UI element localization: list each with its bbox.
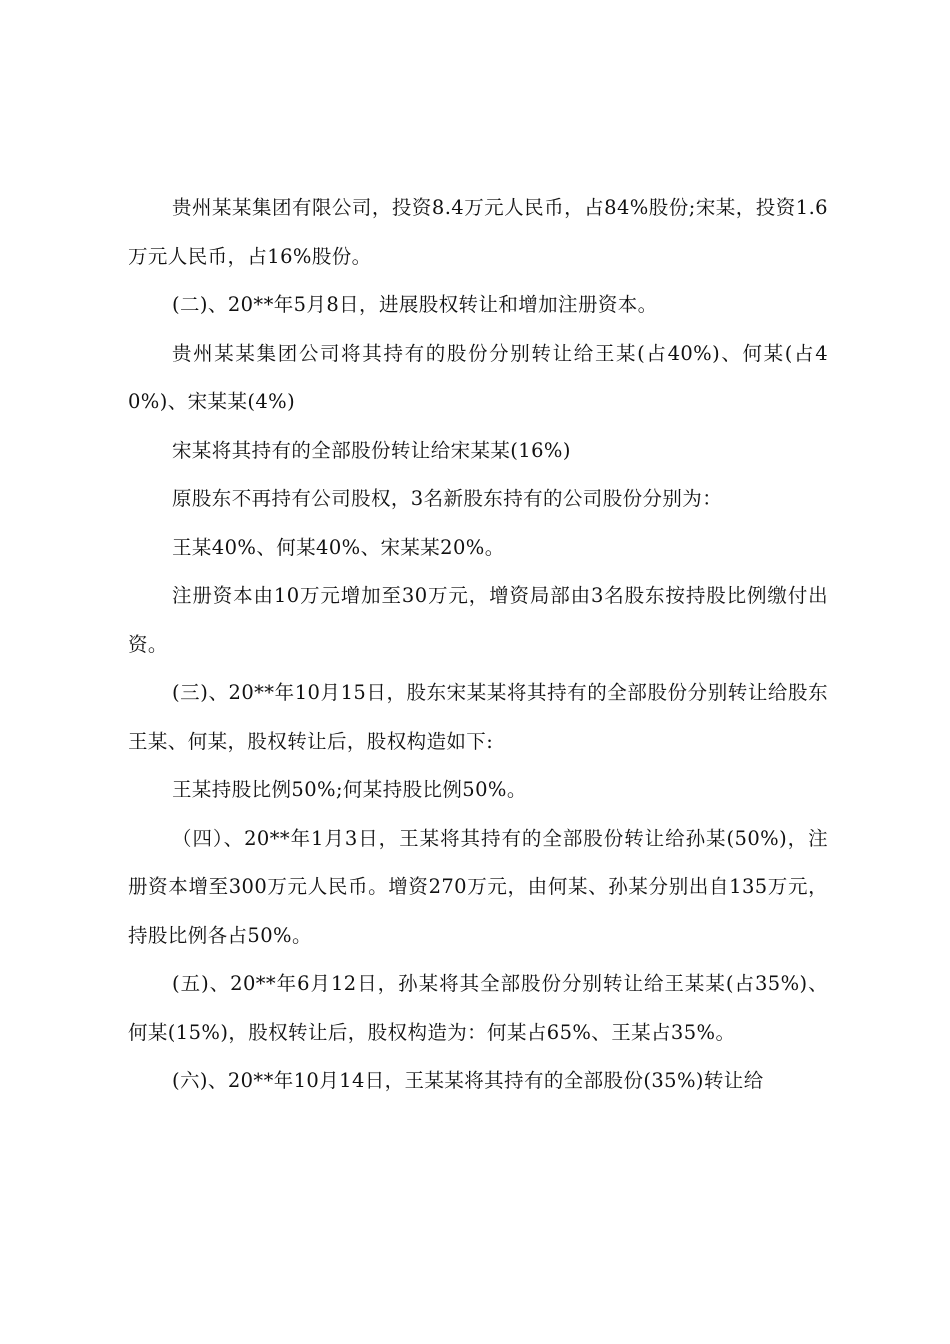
paragraph-investment: 贵州某某集团有限公司，投资8.4万元人民币，占84%股份;宋某，投资1.6万元人民币，占16%股份。 [128, 196, 828, 268]
paragraph-group-transfer: 贵州某某集团公司将其持有的股份分别转让给王某(占40%)、何某(占40%)、宋某某(4%) [128, 341, 828, 413]
paragraph-section-5: (五)、20**年6月12日，孙某将其全部股份分别转让给王某某(占35%)、何某(15%)，股权转让后，股权构造为：何某占65%、王某占35%。 [128, 972, 828, 1044]
document-body [128, 184, 828, 1106]
paragraph-song-transfer: 宋某将其持有的全部股份转让给宋某某(16%) [172, 438, 571, 462]
paragraph-share-ratio-1: 王某40%、何某40%、宋某某20%。 [172, 535, 505, 559]
paragraph-new-shareholders: 原股东不再持有公司股权，3名新股东持有的公司股份分别为： [172, 487, 723, 510]
paragraph-section-2-heading: (二)、20**年5月8日，进展股权转让和增加注册资本。 [172, 293, 658, 316]
paragraph-section-6: (六)、20**年10月14日，王某某将其持有的全部股份(35%)转让给 [172, 1069, 764, 1092]
paragraph-section-4: （四）、20**年1月3日，王某将其持有的全部股份转让给孙某(50%)，注册资本增至300万元人民币。增资270万元，由何某、孙某分别出自135万元，持股比例各占50%。 [128, 826, 828, 947]
paragraph-section-3: (三)、20**年10月15日，股东宋某某将其持有的全部股份分别转让给股东王某、何某，股权转让后，股权构造如下: [128, 681, 828, 753]
paragraph-share-ratio-2: 王某持股比例50%;何某持股比例50%。 [172, 778, 527, 801]
paragraph-capital-increase: 注册资本由10万元增加至30万元，增资局部由3名股东按持股比例缴付出资。 [128, 584, 828, 656]
